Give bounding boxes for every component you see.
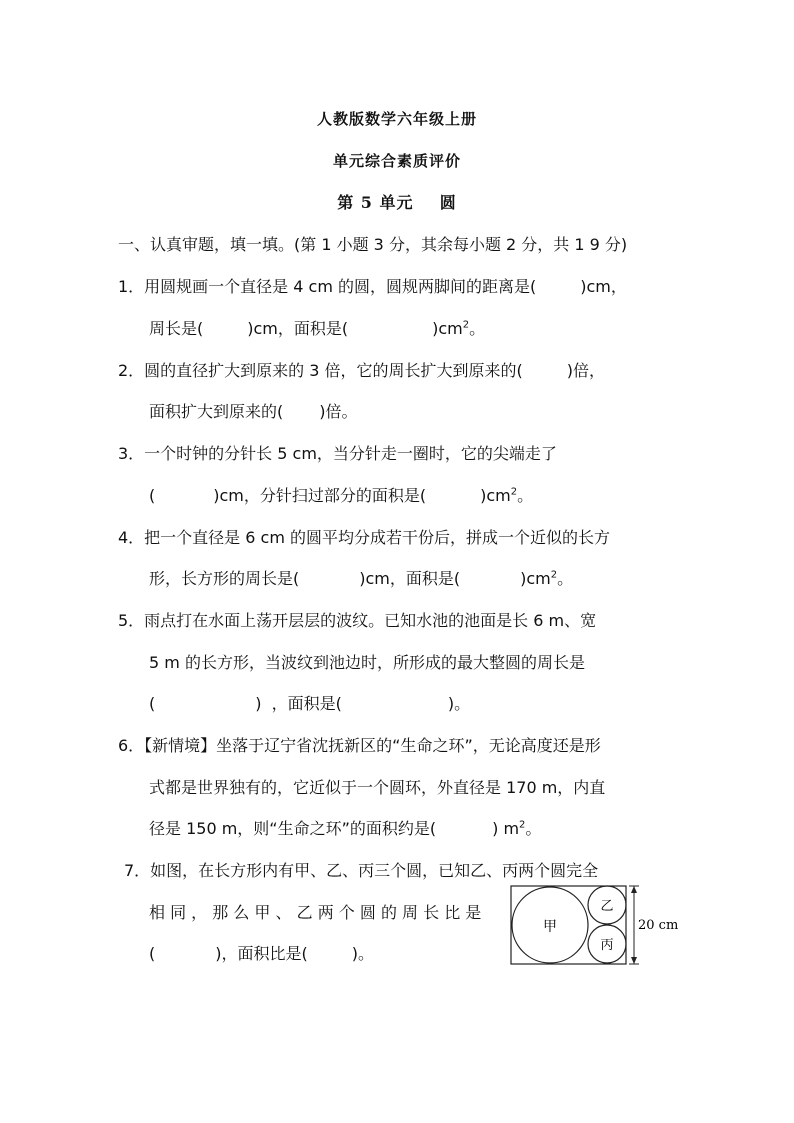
- label-yi: 乙: [600, 899, 614, 914]
- exam-title: 单元综合素质评价: [332, 152, 461, 170]
- circles-in-rectangle-figure: [508, 882, 688, 970]
- question-3-line-1: 3．一个时钟的分针长 5 cm，当分针走一圈时，它的尖端走了: [118, 444, 557, 463]
- question-7-line-3: ( )，面积比是( )。: [149, 944, 374, 963]
- arrow-down-icon: [631, 957, 637, 964]
- label-bing: 丙: [600, 938, 614, 953]
- question-1-line-2: 周长是( )cm，面积是( )$cm^2$。: [149, 319, 486, 338]
- unit-title: 第 5 单元 圆: [337, 193, 457, 212]
- section-heading: 一、认真审题，填一填。(第 1 小题 3 分，其余每小题 2 分，共 1 9 分): [118, 235, 628, 254]
- question-5-line-2: 5 m 的长方形，当波纹到池边时，所形成的最大整圆的周长是: [149, 653, 585, 672]
- question-2-line-1: 2．圆的直径扩大到原来的 3 倍，它的周长扩大到原来的( )倍，: [118, 361, 606, 380]
- dimension-label: 20 cm: [638, 918, 679, 933]
- question-3-line-2: ( )cm，分针扫过部分的面积是( )$cm^2$。: [149, 486, 534, 505]
- question-5-line-1: 5．雨点打在水面上荡开层层的波纹。已知水池的池面是长 6 m、宽: [118, 611, 597, 630]
- question-4-line-2: 形，长方形的周长是( )cm，面积是( )$cm^2$。: [149, 569, 574, 588]
- question-7-line-1: 7．如图，在长方形内有甲、乙、丙三个圆，已知乙、丙两个圆完全: [124, 861, 599, 880]
- label-jia: 甲: [543, 919, 557, 935]
- question-6-line-1: 6．【新情境】坐落于辽宁省沈抚新区的“生命之环”，无论高度还是形: [118, 736, 601, 755]
- question-5-line-3: ( ) ，面积是( )。: [149, 694, 471, 713]
- question-6-line-3: 径是 150 m，则“生命之环”的面积约是( ) $m^2$。: [149, 819, 542, 838]
- arrow-up-icon: [631, 886, 637, 893]
- question-7-line-2: 相 同 ， 那 么 甲 、 乙 两 个 圆 的 周 长 比 是: [149, 903, 482, 922]
- question-6-line-2: 式都是世界独有的，它近似于一个圆环，外直径是 170 m，内直: [149, 778, 606, 797]
- question-1-line-1: 1．用圆规画一个直径是 4 cm 的圆，圆规两脚间的距离是( )cm，: [118, 277, 627, 296]
- question-2-line-2: 面积扩大到原来的( )倍。: [149, 402, 358, 421]
- question-4-line-1: 4．把一个直径是 6 cm 的圆平均分成若干份后，拼成一个近似的长方: [118, 528, 611, 547]
- book-title: 人教版数学六年级上册: [316, 110, 477, 128]
